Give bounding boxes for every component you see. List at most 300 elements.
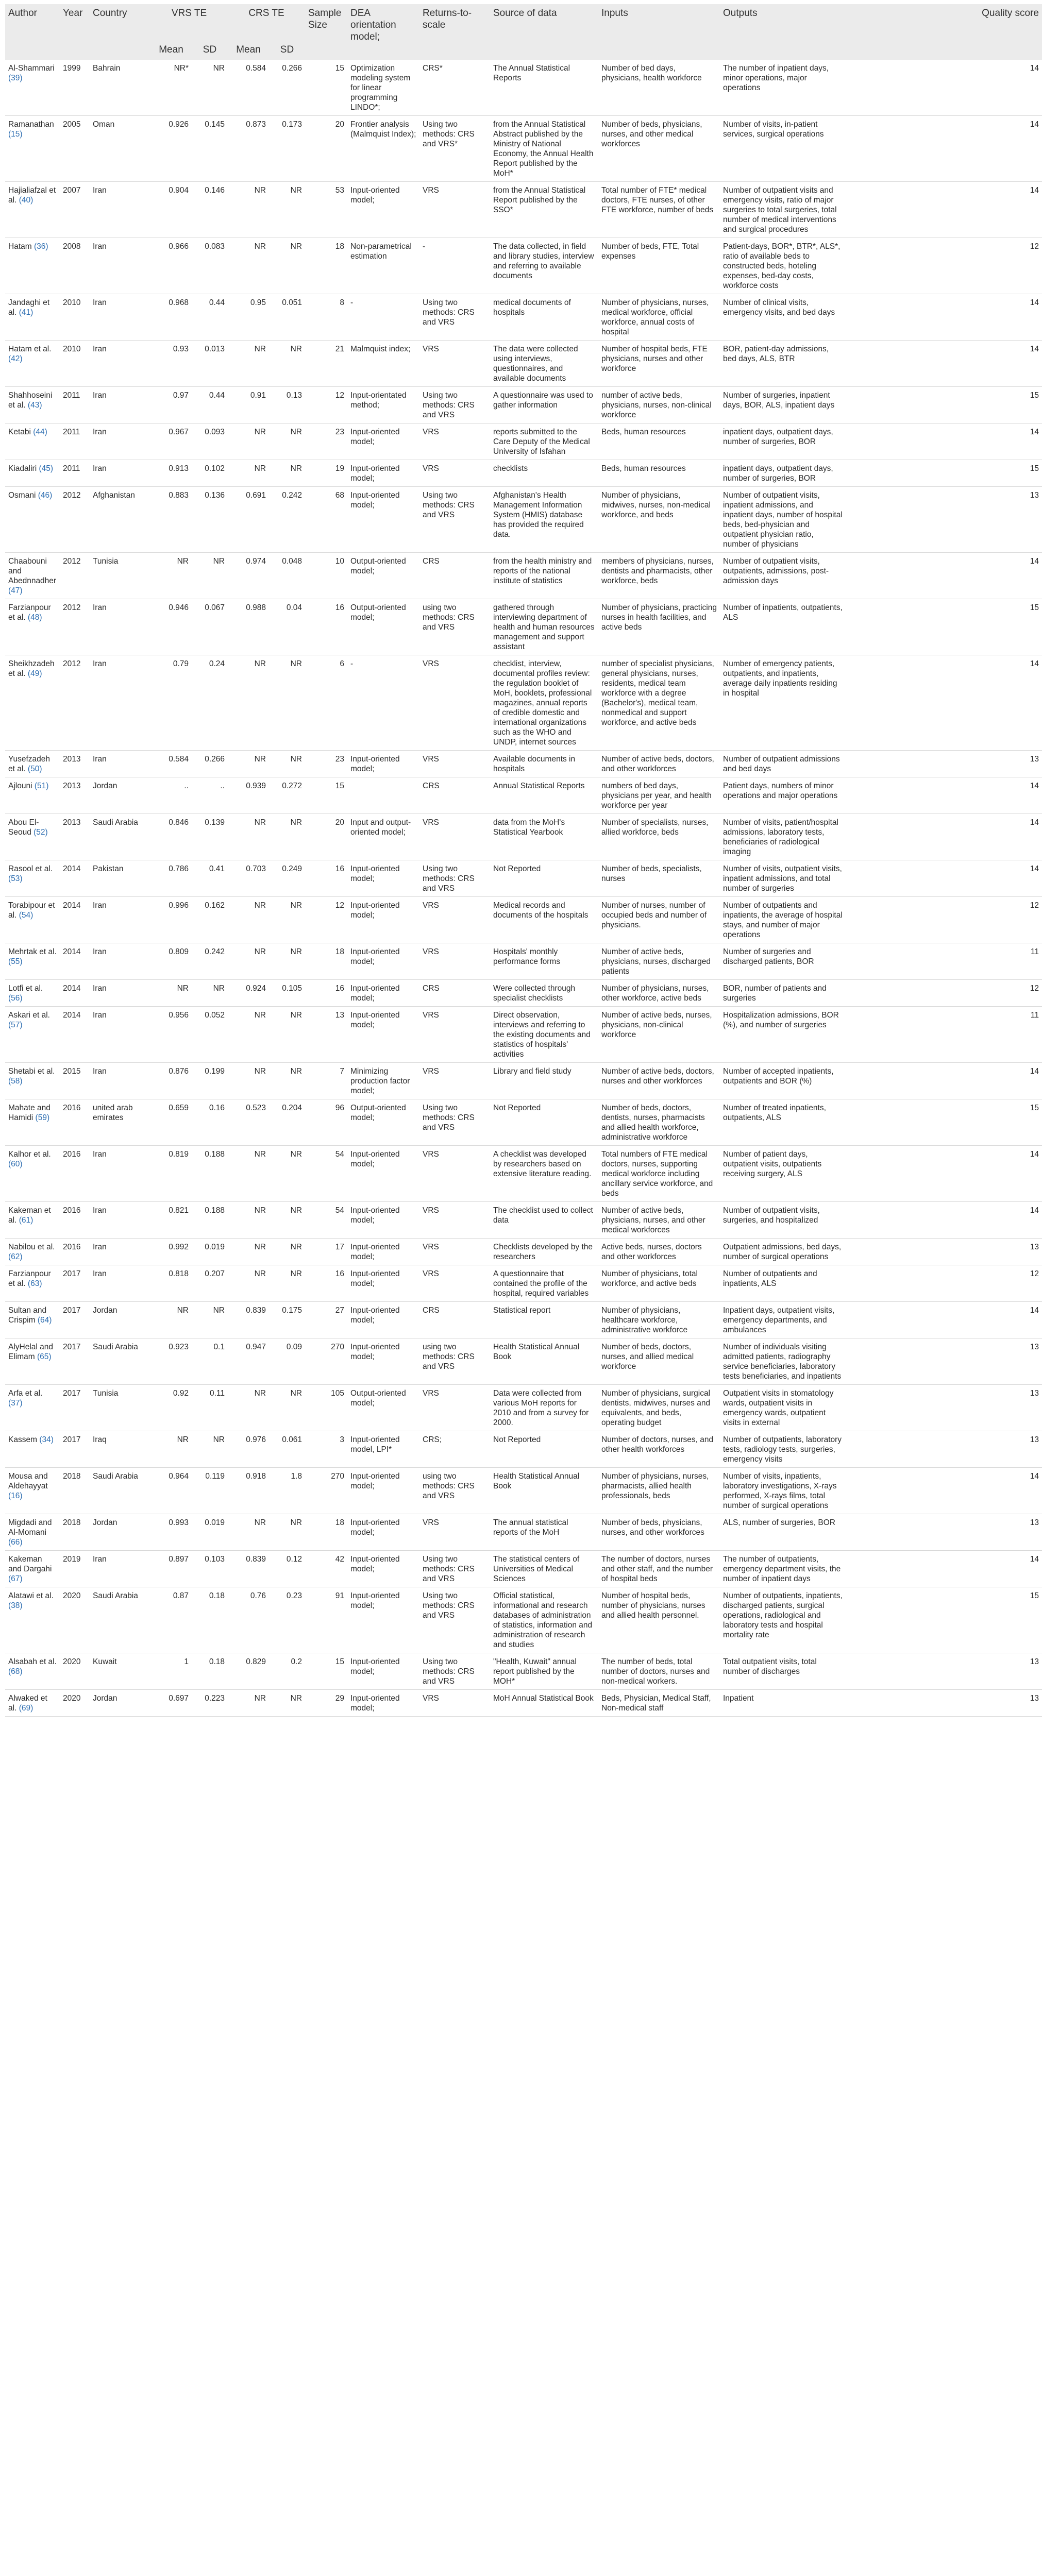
author-name: Nabilou et al. [8,1243,55,1251]
header-returns-to-scale: Returns-to-scale [419,4,490,44]
cell-vrs-mean: 0.904 [150,182,192,238]
cell-vrs-mean: 0.92 [150,1385,192,1431]
table-body [5,60,1042,1717]
cell-sample-size: 17 [305,1239,347,1265]
cell-outputs: inpatient days, outpatient days, number of surgeries, BOR [720,423,846,460]
reference-link[interactable]: (43) [27,401,42,410]
cell-outputs: Total outpatient visits, total number of discharges [720,1653,846,1690]
cell-inputs: Number of beds, FTE, Total expenses [598,238,720,294]
reference-link[interactable]: (41) [19,308,33,317]
cell-author [5,980,60,1007]
cell-author [5,1146,60,1202]
cell-sample-size: 16 [305,599,347,655]
cell-quality-score: 15 [846,460,1042,487]
cell-outputs: Patient days, numbers of minor operations and major operations [720,777,846,814]
cell-vrs-sd: 0.44 [192,387,228,423]
table-header [5,4,1042,60]
cell-source: Afghanistan's Health Management Information System (HMIS) database has provided the required data. [490,487,598,553]
cell-returns-to-scale: CRS [419,1302,490,1338]
cell-vrs-mean: 0.87 [150,1587,192,1653]
cell-sample-size: 13 [305,1007,347,1063]
reference-link[interactable]: (16) [8,1492,23,1500]
cell-crs-sd: 0.173 [269,116,305,182]
cell-dea-orientation: Output-oriented model; [347,599,419,655]
cell-crs-mean: NR [228,1239,269,1265]
cell-year: 2014 [60,980,90,1007]
reference-link[interactable]: (53) [8,874,23,883]
header-inputs: Inputs [598,4,720,44]
cell-quality-score: 12 [846,980,1042,1007]
cell-year: 2011 [60,423,90,460]
cell-source: reports submitted to the Care Deputy of the Medical University of Isfahan [490,423,598,460]
author-name: Kalhor et al. [8,1150,51,1159]
cell-vrs-sd: 0.207 [192,1265,228,1302]
cell-sample-size: 29 [305,1690,347,1717]
cell-vrs-mean: 0.967 [150,423,192,460]
cell-inputs: Number of beds, doctors, dentists, nurses, pharmacists and allied health workforce, administrative workforce [598,1099,720,1146]
cell-outputs: Outpatient admissions, bed days, number of surgical operations [720,1239,846,1265]
cell-country: Iran [90,1007,150,1063]
reference-link[interactable]: (59) [35,1113,50,1122]
table-row [5,1239,1042,1265]
reference-link[interactable]: (62) [8,1252,23,1261]
cell-dea-orientation: Input-oriented model; [347,1007,419,1063]
table-row [5,897,1042,943]
reference-link[interactable]: (64) [37,1316,52,1325]
table-row [5,487,1042,553]
reference-link[interactable]: (65) [37,1352,52,1361]
cell-vrs-mean: 0.996 [150,897,192,943]
cell-country: Afghanistan [90,487,150,553]
cell-crs-sd: NR [269,182,305,238]
reference-link[interactable]: (39) [8,74,23,82]
cell-sample-size: 20 [305,116,347,182]
cell-source: The statistical centers of Universities of Medical Sciences [490,1551,598,1587]
cell-crs-sd: 0.105 [269,980,305,1007]
reference-link[interactable]: (50) [27,765,42,773]
header-crs-te: CRS TE [228,4,305,44]
cell-outputs: The number of outpatients, emergency department visits, the number of inpatient days [720,1551,846,1587]
table-row [5,1468,1042,1514]
cell-quality-score: 14 [846,1146,1042,1202]
cell-inputs: Number of specialists, nurses, allied workforce, beds [598,814,720,860]
cell-crs-sd: 0.12 [269,1551,305,1587]
cell-vrs-mean: 0.968 [150,294,192,341]
cell-author [5,294,60,341]
cell-author [5,487,60,553]
cell-country: Tunisia [90,1385,150,1431]
reference-link[interactable]: (34) [39,1435,54,1444]
cell-country: Saudi Arabia [90,1587,150,1653]
author-name: Arfa et al. [8,1389,43,1398]
cell-vrs-mean: 0.913 [150,460,192,487]
cell-returns-to-scale: CRS* [419,60,490,116]
cell-dea-orientation: Frontier analysis (Malmquist Index); [347,116,419,182]
cell-year: 2017 [60,1338,90,1385]
reference-link[interactable]: (37) [8,1399,23,1408]
reference-link[interactable]: (40) [19,196,33,205]
cell-crs-sd: NR [269,1063,305,1099]
reference-link[interactable]: (58) [8,1077,23,1086]
cell-quality-score: 15 [846,599,1042,655]
cell-returns-to-scale: Using two methods: CRS and VRS [419,860,490,897]
cell-dea-orientation: Input-oriented model; [347,1302,419,1338]
reference-link[interactable]: (46) [38,491,53,500]
cell-crs-sd: 0.204 [269,1099,305,1146]
reference-link[interactable]: (36) [33,242,48,251]
cell-returns-to-scale: Using two methods: CRS and VRS [419,1551,490,1587]
reference-link[interactable]: (52) [33,828,48,837]
cell-vrs-mean: 0.992 [150,1239,192,1265]
reference-link[interactable]: (45) [39,464,54,473]
cell-inputs: Number of physicians, healthcare workforce, administrative workforce [598,1302,720,1338]
cell-dea-orientation: Input-oriented model; [347,1265,419,1302]
reference-link[interactable]: (60) [8,1160,23,1168]
cell-vrs-sd: 0.103 [192,1551,228,1587]
author-name: Askari et al. [8,1011,50,1020]
cell-vrs-sd: 0.139 [192,814,228,860]
cell-sample-size: 20 [305,814,347,860]
cell-author [5,1551,60,1587]
cell-vrs-sd: 0.136 [192,487,228,553]
cell-vrs-mean: NR [150,980,192,1007]
cell-returns-to-scale: Using two methods: CRS and VRS [419,294,490,341]
cell-sample-size: 270 [305,1468,347,1514]
cell-sample-size: 6 [305,655,347,751]
cell-vrs-mean: 0.821 [150,1202,192,1239]
cell-source: The data were collected using interviews, questionnaires, and available documents [490,341,598,387]
reference-link[interactable]: (61) [19,1216,33,1225]
cell-sample-size: 270 [305,1338,347,1385]
reference-link[interactable]: (49) [27,669,42,678]
cell-crs-sd: 0.09 [269,1338,305,1385]
cell-vrs-mean: NR [150,1431,192,1468]
cell-crs-mean: NR [228,1385,269,1431]
cell-dea-orientation: Input-oriented model; [347,1146,419,1202]
cell-year: 2020 [60,1587,90,1653]
cell-crs-mean: 0.939 [228,777,269,814]
header-vrs-te: VRS TE [150,4,228,44]
cell-source: Data were collected from various MoH reports for 2010 and from a survey for 2000. [490,1385,598,1431]
cell-inputs: The number of beds, total number of doctors, nurses and non-medical workers. [598,1653,720,1690]
cell-crs-mean: 0.76 [228,1587,269,1653]
cell-crs-sd: 0.13 [269,387,305,423]
cell-returns-to-scale: using two methods: CRS and VRS [419,599,490,655]
cell-outputs: Outpatient visits in stomatology wards, outpatient visits in emergency wards, outpatient visits in external [720,1385,846,1431]
cell-outputs: ALS, number of surgeries, BOR [720,1514,846,1551]
table-row [5,1302,1042,1338]
reference-link[interactable]: (38) [8,1601,23,1610]
reference-link[interactable]: (48) [27,613,42,622]
cell-vrs-sd: 0.013 [192,341,228,387]
header-country: Country [90,4,150,44]
cell-quality-score: 13 [846,1385,1042,1431]
cell-year: 2014 [60,860,90,897]
cell-crs-mean: NR [228,423,269,460]
author-name: Ramanathan [8,120,54,129]
cell-country: Iran [90,1265,150,1302]
cell-outputs: Number of outpatient visits, outpatients, admissions, post-admission days [720,553,846,599]
cell-vrs-sd: 0.145 [192,116,228,182]
cell-year: 2015 [60,1063,90,1099]
author-name: Lotfi et al. [8,984,43,993]
table-row [5,1007,1042,1063]
cell-vrs-mean: 0.897 [150,1551,192,1587]
table-row [5,1653,1042,1690]
cell-returns-to-scale: VRS [419,1385,490,1431]
author-name: Farzianpour et al. [8,603,51,622]
author-name: Mahate and Hamidi [8,1104,51,1122]
reference-link[interactable]: (56) [8,994,23,1003]
cell-country: Iran [90,1146,150,1202]
cell-quality-score: 14 [846,655,1042,751]
header-dea-orientation: DEA orientation model; [347,4,419,44]
cell-crs-sd: 0.23 [269,1587,305,1653]
author-name: Yusefzadeh et al. [8,755,51,773]
cell-sample-size: 15 [305,1653,347,1690]
cell-inputs: numbers of bed days, physicians per year, and health workforce per year [598,777,720,814]
dea-studies-table [5,4,1042,1717]
cell-quality-score: 13 [846,1338,1042,1385]
cell-inputs: Number of active beds, physicians, nurses, discharged patients [598,943,720,980]
cell-returns-to-scale: VRS [419,1202,490,1239]
author-name: Chaabouni and Abednnadher [8,557,57,585]
cell-inputs: Number of physicians, midwives, nurses, non-medical workforce, and beds [598,487,720,553]
table-row [5,655,1042,751]
table-row [5,1431,1042,1468]
cell-author [5,1690,60,1717]
reference-link[interactable]: (51) [34,782,49,790]
cell-year: 2018 [60,1468,90,1514]
cell-quality-score: 13 [846,487,1042,553]
cell-returns-to-scale: VRS [419,897,490,943]
cell-country: Iran [90,980,150,1007]
cell-crs-mean: 0.976 [228,1431,269,1468]
cell-inputs: Number of active beds, physicians, nurses, and other medical workforces [598,1202,720,1239]
author-name: Al-Shammari [8,64,55,73]
cell-crs-sd: NR [269,1239,305,1265]
cell-vrs-mean: 0.93 [150,341,192,387]
cell-crs-mean: NR [228,1146,269,1202]
reference-link[interactable]: (55) [8,957,23,966]
cell-dea-orientation: Output-oriented model; [347,1385,419,1431]
cell-returns-to-scale: CRS; [419,1431,490,1468]
reference-link[interactable]: (63) [27,1279,42,1288]
cell-source: Available documents in hospitals [490,751,598,777]
cell-inputs: Number of bed days, physicians, health workforce [598,60,720,116]
author-name: Ajlouni [8,782,32,790]
cell-author [5,1468,60,1514]
cell-outputs: Number of visits, patient/hospital admissions, laboratory tests, beneficiaries of radiological imaging [720,814,846,860]
cell-vrs-sd: .. [192,777,228,814]
cell-year: 2017 [60,1302,90,1338]
table-row [5,1551,1042,1587]
cell-vrs-mean: 0.876 [150,1063,192,1099]
cell-country: Iran [90,341,150,387]
cell-dea-orientation: Input-oriented model; [347,1338,419,1385]
cell-crs-mean: NR [228,238,269,294]
cell-vrs-sd: 0.18 [192,1587,228,1653]
cell-crs-sd: NR [269,1514,305,1551]
reference-link[interactable]: (68) [8,1667,23,1676]
cell-vrs-mean: 0.883 [150,487,192,553]
cell-crs-sd: NR [269,1690,305,1717]
table-row [5,182,1042,238]
cell-author [5,860,60,897]
cell-inputs: The number of doctors, nurses and other staff, and the number of hospital beds [598,1551,720,1587]
cell-year: 2010 [60,294,90,341]
cell-dea-orientation: Input-oriented model; [347,897,419,943]
cell-crs-mean: NR [228,1690,269,1717]
author-name: Ketabi [8,428,31,436]
cell-crs-sd: NR [269,897,305,943]
cell-sample-size: 23 [305,751,347,777]
reference-link[interactable]: (57) [8,1021,23,1029]
cell-vrs-sd: 0.083 [192,238,228,294]
cell-returns-to-scale: VRS [419,182,490,238]
cell-crs-mean: NR [228,814,269,860]
cell-inputs: Number of active beds, nurses, physicians, non-clinical workforce [598,1007,720,1063]
cell-sample-size: 21 [305,341,347,387]
cell-vrs-mean: 0.846 [150,814,192,860]
cell-crs-mean: NR [228,460,269,487]
cell-returns-to-scale: VRS [419,1063,490,1099]
cell-crs-mean: NR [228,897,269,943]
reference-link[interactable]: (54) [19,911,33,920]
cell-vrs-mean: 0.966 [150,238,192,294]
cell-vrs-mean: 0.818 [150,1265,192,1302]
cell-country: Saudi Arabia [90,1338,150,1385]
cell-quality-score: 15 [846,1587,1042,1653]
cell-crs-sd: NR [269,460,305,487]
author-name: Jandaghi et al. [8,298,50,317]
cell-source: A questionnaire that contained the profile of the hospital, required variables [490,1265,598,1302]
cell-sample-size: 23 [305,423,347,460]
cell-author [5,1063,60,1099]
author-name: Osmani [8,491,36,500]
cell-vrs-mean: 0.97 [150,387,192,423]
cell-dea-orientation: Input and output-oriented model; [347,814,419,860]
cell-crs-sd: NR [269,814,305,860]
cell-quality-score: 14 [846,777,1042,814]
cell-year: 2016 [60,1239,90,1265]
cell-crs-mean: 0.839 [228,1551,269,1587]
cell-country: Jordan [90,1514,150,1551]
cell-country: Iran [90,897,150,943]
header-crs-sd: SD [269,44,305,60]
cell-sample-size: 54 [305,1202,347,1239]
cell-returns-to-scale: VRS [419,1514,490,1551]
cell-inputs: Active beds, nurses, doctors and other workforces [598,1239,720,1265]
cell-crs-sd: 0.242 [269,487,305,553]
table-row [5,60,1042,116]
header-year: Year [60,4,90,44]
cell-dea-orientation: Input-oriented model; [347,487,419,553]
cell-vrs-sd: 0.1 [192,1338,228,1385]
cell-author [5,1265,60,1302]
cell-sample-size: 54 [305,1146,347,1202]
cell-source: checklist, interview, documental profiles review: the regulation booklet of MoH, booklets, professional magazines, annual reports of credible domestic and international organizations such as the WHO and UNDP, internet sources [490,655,598,751]
cell-vrs-sd: 0.067 [192,599,228,655]
cell-dea-orientation: Input-oriented model; [347,1551,419,1587]
cell-quality-score: 14 [846,1468,1042,1514]
cell-inputs: Number of physicians, nurses, pharmacists, allied health professionals, beds [598,1468,720,1514]
reference-link[interactable]: (69) [19,1704,33,1713]
cell-returns-to-scale: Using two methods: CRS and VRS [419,1587,490,1653]
cell-outputs: Number of clinical visits, emergency visits, and bed days [720,294,846,341]
cell-quality-score: 12 [846,1265,1042,1302]
reference-link[interactable]: (67) [8,1574,23,1583]
cell-author [5,943,60,980]
cell-dea-orientation: Non-parametrical estimation [347,238,419,294]
cell-dea-orientation: Input-oriented model; [347,182,419,238]
cell-dea-orientation: Output-oriented model; [347,1099,419,1146]
cell-dea-orientation: Input-oriented model; [347,943,419,980]
table-row [5,1587,1042,1653]
cell-quality-score: 14 [846,1063,1042,1099]
cell-author [5,1514,60,1551]
cell-inputs: Total numbers of FTE medical doctors, nurses, supporting medical workforce including ancillary service workforce, and beds [598,1146,720,1202]
author-name: Sultan and Crispim [8,1306,47,1325]
cell-sample-size: 16 [305,980,347,1007]
cell-year: 2016 [60,1202,90,1239]
cell-dea-orientation: Input-oriented model; [347,460,419,487]
cell-author [5,655,60,751]
reference-link[interactable]: (66) [8,1538,23,1547]
cell-returns-to-scale: VRS [419,1239,490,1265]
cell-inputs: Number of beds, physicians, nurses, and other medical workforces [598,116,720,182]
cell-source: The checklist used to collect data [490,1202,598,1239]
reference-link[interactable]: (44) [33,428,47,436]
cell-returns-to-scale: VRS [419,751,490,777]
cell-sample-size: 96 [305,1099,347,1146]
cell-crs-mean: NR [228,182,269,238]
cell-vrs-sd: NR [192,980,228,1007]
cell-outputs: Inpatient [720,1690,846,1717]
cell-crs-sd: NR [269,943,305,980]
cell-dea-orientation [347,777,419,814]
header-quality-score: Quality score [846,4,1042,44]
cell-sample-size: 53 [305,182,347,238]
author-name: Abou El-Seoud [8,818,39,837]
table-row [5,1338,1042,1385]
cell-vrs-sd: 0.019 [192,1239,228,1265]
cell-vrs-sd: 0.266 [192,751,228,777]
author-name: Shetabi et al. [8,1067,55,1076]
table-row [5,814,1042,860]
reference-link[interactable]: (47) [8,586,23,595]
cell-author [5,599,60,655]
cell-author [5,777,60,814]
table-row [5,1690,1042,1717]
cell-quality-score: 13 [846,751,1042,777]
cell-outputs: Number of outpatient admissions and bed days [720,751,846,777]
cell-author [5,553,60,599]
cell-vrs-mean: 1 [150,1653,192,1690]
reference-link[interactable]: (15) [8,130,23,139]
cell-crs-sd: NR [269,1385,305,1431]
cell-source: Not Reported [490,860,598,897]
cell-source: from the Annual Statistical Abstract published by the Ministry of National Economy, the Annual Health Report published by the MoH* [490,116,598,182]
cell-quality-score: 14 [846,553,1042,599]
cell-sample-size: 42 [305,1551,347,1587]
cell-author [5,341,60,387]
reference-link[interactable]: (42) [8,354,23,363]
cell-country: Iran [90,943,150,980]
cell-inputs: Number of physicians, nurses, medical workforce, official workforce, annual costs of hospital [598,294,720,341]
cell-quality-score: 14 [846,116,1042,182]
table-row [5,943,1042,980]
